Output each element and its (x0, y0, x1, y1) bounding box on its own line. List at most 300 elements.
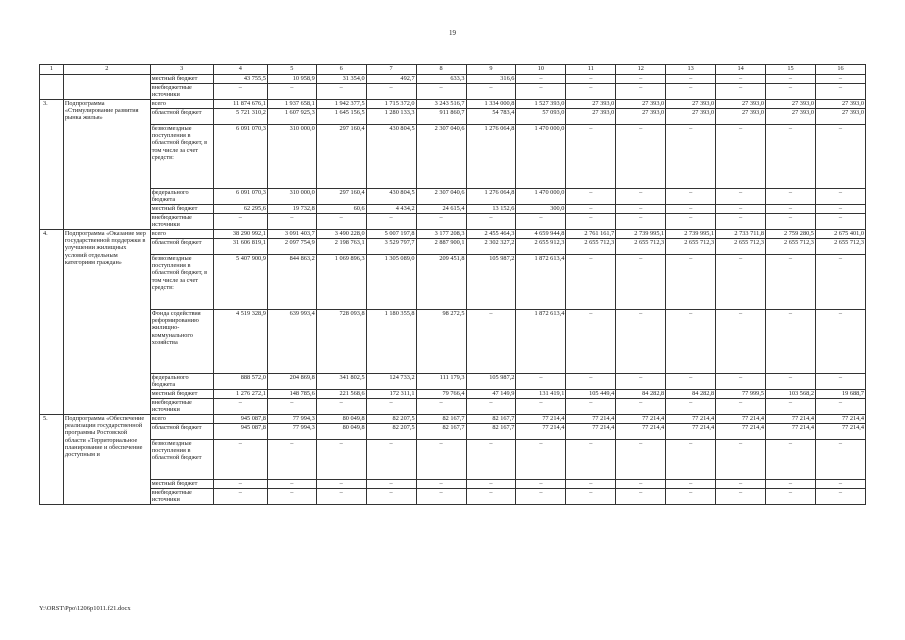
amount-cell: – (815, 84, 865, 100)
amount-cell: – (815, 75, 865, 84)
amount-cell: 31 354,0 (316, 75, 366, 84)
amount-cell: 1 069 896,3 (316, 255, 366, 310)
amount-cell: 31 606 819,1 (213, 239, 267, 255)
amount-cell: 3 177 208,3 (416, 230, 466, 239)
amount-cell: 1 645 156,5 (316, 109, 366, 125)
column-number-cell: 7 (366, 65, 416, 75)
column-number-cell: 8 (416, 65, 466, 75)
amount-cell: – (716, 75, 766, 84)
amount-cell: – (316, 480, 366, 489)
amount-cell: – (366, 84, 416, 100)
amount-cell: 105 987,2 (466, 374, 516, 390)
amount-cell: 3 091 403,7 (267, 230, 316, 239)
amount-cell: 27 393,0 (815, 109, 865, 125)
amount-cell: – (666, 255, 716, 310)
amount-cell: 2 733 711,8 (716, 230, 766, 239)
amount-cell: 82 207,5 (366, 424, 416, 440)
amount-cell: 1 527 393,0 (516, 100, 566, 109)
amount-cell: 172 311,1 (366, 390, 416, 399)
amount-cell: 1 715 372,0 (366, 100, 416, 109)
table-row (40, 189, 866, 205)
amount-cell: 221 568,6 (316, 390, 366, 399)
amount-cell: – (815, 214, 865, 230)
table-row (40, 125, 866, 189)
amount-cell: – (815, 310, 865, 374)
amount-cell: 4 434,2 (366, 205, 416, 214)
amount-cell: 316,6 (466, 75, 516, 84)
amount-cell: – (666, 399, 716, 415)
amount-cell: 54 783,4 (466, 109, 516, 125)
amount-cell: 84 282,8 (616, 390, 666, 399)
amount-cell: – (616, 374, 666, 390)
amount-cell: – (566, 75, 616, 84)
amount-cell: 430 804,5 (366, 125, 416, 189)
table-row (40, 100, 866, 109)
amount-cell: – (616, 310, 666, 374)
amount-cell: – (267, 480, 316, 489)
table-row (40, 424, 866, 440)
amount-cell: – (666, 440, 716, 480)
amount-cell: 77 214,4 (716, 415, 766, 424)
amount-cell: – (716, 214, 766, 230)
amount-cell: – (616, 480, 666, 489)
amount-cell: 82 167,7 (416, 424, 466, 440)
amount-cell: 2 761 161,7 (566, 230, 616, 239)
amount-cell: – (716, 480, 766, 489)
amount-cell: 27 393,0 (766, 109, 816, 125)
amount-cell: – (267, 489, 316, 505)
amount-cell: – (766, 310, 816, 374)
amount-cell: – (316, 440, 366, 480)
amount-cell: 3 490 228,0 (316, 230, 366, 239)
amount-cell: – (566, 489, 616, 505)
amount-cell: 27 393,0 (616, 100, 666, 109)
amount-cell: 341 802,5 (316, 374, 366, 390)
amount-cell: – (666, 374, 716, 390)
amount-cell: 310 000,0 (267, 125, 316, 189)
funding-source-cell: областной бюджет (150, 424, 213, 440)
amount-cell: 492,7 (366, 75, 416, 84)
funding-source-cell: всего (150, 230, 213, 239)
amount-cell: – (466, 84, 516, 100)
amount-cell: – (716, 125, 766, 189)
amount-cell: 57 093,0 (516, 109, 566, 125)
amount-cell: – (516, 374, 566, 390)
funding-source-cell: внебюджетные источники (150, 84, 213, 100)
funding-source-cell: областной бюджет (150, 109, 213, 125)
amount-cell: – (716, 489, 766, 505)
table-row (40, 230, 866, 239)
amount-cell: 80 049,8 (316, 415, 366, 424)
amount-cell: – (566, 189, 616, 205)
amount-cell: 2 675 401,0 (815, 230, 865, 239)
amount-cell: 728 093,8 (316, 310, 366, 374)
amount-cell: – (466, 440, 516, 480)
amount-cell: 911 860,7 (416, 109, 466, 125)
amount-cell: 1 470 000,0 (516, 189, 566, 205)
amount-cell: 38 290 992,1 (213, 230, 267, 239)
amount-cell: – (716, 84, 766, 100)
amount-cell: 2 198 763,1 (316, 239, 366, 255)
amount-cell: 2 655 712,3 (766, 239, 816, 255)
table-row (40, 84, 866, 100)
amount-cell: – (566, 125, 616, 189)
amount-cell: 103 568,2 (766, 390, 816, 399)
amount-cell: – (267, 440, 316, 480)
table-row (40, 415, 866, 424)
amount-cell: – (566, 205, 616, 214)
row-number-cell (40, 75, 64, 100)
amount-cell: 47 149,9 (466, 390, 516, 399)
amount-cell: – (616, 440, 666, 480)
amount-cell: 77 214,4 (666, 415, 716, 424)
amount-cell: 2 887 900,1 (416, 239, 466, 255)
amount-cell: – (766, 205, 816, 214)
row-number-cell: 4. (40, 230, 64, 415)
table-row (40, 440, 866, 480)
amount-cell: – (267, 399, 316, 415)
column-number-cell: 9 (466, 65, 516, 75)
subprogram-name-cell: Подпрограмма «Оказание мер государственной поддержки в улучшении жилищных условий отдельным категориям граждан» (63, 230, 150, 415)
amount-cell: 1 276 064,8 (466, 189, 516, 205)
amount-cell: – (666, 125, 716, 189)
amount-cell: 82 167,7 (466, 424, 516, 440)
amount-cell: 77 214,4 (716, 424, 766, 440)
table-row (40, 310, 866, 374)
amount-cell: – (815, 189, 865, 205)
amount-cell: – (267, 214, 316, 230)
amount-cell: – (616, 399, 666, 415)
amount-cell: – (766, 75, 816, 84)
table-row (40, 489, 866, 505)
amount-cell: 84 282,8 (666, 390, 716, 399)
amount-cell: – (366, 399, 416, 415)
amount-cell: 27 393,0 (815, 100, 865, 109)
amount-cell: – (766, 480, 816, 489)
amount-cell: – (716, 310, 766, 374)
amount-cell: – (616, 189, 666, 205)
amount-cell: 43 755,5 (213, 75, 267, 84)
table-row (40, 255, 866, 310)
amount-cell: – (616, 75, 666, 84)
column-number-cell: 12 (616, 65, 666, 75)
amount-cell: – (516, 75, 566, 84)
funding-source-cell: безвозмездные поступления в областной бюджет, в том числе за счет средств: (150, 255, 213, 310)
amount-cell: – (666, 75, 716, 84)
amount-cell: – (766, 374, 816, 390)
amount-cell: – (716, 374, 766, 390)
amount-cell: 6 091 070,3 (213, 125, 267, 189)
column-number-cell: 10 (516, 65, 566, 75)
amount-cell: 1 280 133,3 (366, 109, 416, 125)
amount-cell: – (516, 214, 566, 230)
column-number-cell: 5 (267, 65, 316, 75)
amount-cell: 77 214,4 (815, 424, 865, 440)
funding-source-cell: областной бюджет (150, 239, 213, 255)
amount-cell: 27 393,0 (666, 100, 716, 109)
amount-cell: – (815, 374, 865, 390)
amount-cell: 19 732,8 (267, 205, 316, 214)
amount-cell: – (815, 489, 865, 505)
amount-cell: 27 393,0 (716, 109, 766, 125)
amount-cell: 4 659 944,8 (516, 230, 566, 239)
amount-cell: – (366, 214, 416, 230)
amount-cell: – (213, 440, 267, 480)
funding-source-cell: внебюджетные источники (150, 214, 213, 230)
table-row (40, 239, 866, 255)
page-number: 19 (449, 29, 456, 37)
amount-cell: 297 160,4 (316, 125, 366, 189)
amount-cell: 13 152,6 (466, 205, 516, 214)
amount-cell: – (716, 205, 766, 214)
amount-cell: 2 655 712,3 (815, 239, 865, 255)
amount-cell: 105 987,2 (466, 255, 516, 310)
amount-cell: – (366, 489, 416, 505)
column-number-cell: 14 (716, 65, 766, 75)
amount-cell: 1 276 064,8 (466, 125, 516, 189)
funding-source-cell: всего (150, 415, 213, 424)
amount-cell: – (466, 214, 516, 230)
amount-cell: 27 393,0 (566, 109, 616, 125)
amount-cell: 2 655 712,3 (666, 239, 716, 255)
amount-cell: 844 863,2 (267, 255, 316, 310)
amount-cell: – (766, 84, 816, 100)
amount-cell: 1 937 658,1 (267, 100, 316, 109)
amount-cell: – (666, 84, 716, 100)
amount-cell: – (666, 189, 716, 205)
row-number-cell: 5. (40, 415, 64, 505)
subprogram-name-cell: Подпрограмма «Стимулирование развития рынка жилья» (63, 100, 150, 230)
amount-cell: 2 307 040,6 (416, 125, 466, 189)
amount-cell: 77 214,4 (516, 424, 566, 440)
funding-source-cell: Фонда содействия реформированию жилищно-коммунального хозяйства (150, 310, 213, 374)
amount-cell: – (815, 255, 865, 310)
amount-cell: – (666, 489, 716, 505)
subprogram-name-cell (63, 75, 150, 100)
amount-cell: 19 688,7 (815, 390, 865, 399)
amount-cell: 77 214,4 (566, 424, 616, 440)
amount-cell: – (666, 205, 716, 214)
amount-cell: – (815, 125, 865, 189)
amount-cell: – (815, 205, 865, 214)
amount-cell: 1 470 000,0 (516, 125, 566, 189)
amount-cell: – (716, 399, 766, 415)
amount-cell: 297 160,4 (316, 189, 366, 205)
amount-cell: 27 393,0 (566, 100, 616, 109)
amount-cell: 98 272,5 (416, 310, 466, 374)
amount-cell: – (466, 310, 516, 374)
column-number-cell: 4 (213, 65, 267, 75)
amount-cell: 105 449,4 (566, 390, 616, 399)
funding-source-cell: местный бюджет (150, 205, 213, 214)
amount-cell: 1 276 272,1 (213, 390, 267, 399)
amount-cell: 11 874 676,1 (213, 100, 267, 109)
funding-source-cell: всего (150, 100, 213, 109)
amount-cell: 131 419,1 (516, 390, 566, 399)
amount-cell: – (766, 489, 816, 505)
amount-cell: 1 607 925,3 (267, 109, 316, 125)
amount-cell: – (616, 205, 666, 214)
subprogram-name-cell: Подпрограмма «Обеспечение реализации государственной программы Ростовской области «Территориальное планирование и обеспечение доступным и (63, 415, 150, 505)
table-row (40, 205, 866, 214)
funding-source-cell: безвозмездные поступления в областной бюджет, в том числе за счет средств: (150, 125, 213, 189)
amount-cell: – (566, 214, 616, 230)
amount-cell: 77 214,4 (616, 415, 666, 424)
amount-cell: 2 655 712,3 (566, 239, 616, 255)
amount-cell: 2 739 995,1 (666, 230, 716, 239)
amount-cell: 27 393,0 (766, 100, 816, 109)
amount-cell: 310 000,0 (267, 189, 316, 205)
amount-cell: – (716, 189, 766, 205)
amount-cell: 209 451,8 (416, 255, 466, 310)
column-number-cell: 1 (40, 65, 64, 75)
amount-cell: 1 872 613,4 (516, 255, 566, 310)
amount-cell: – (466, 399, 516, 415)
amount-cell: – (267, 84, 316, 100)
funding-source-cell: местный бюджет (150, 480, 213, 489)
funding-source-cell: безвозмездные поступления в областной бюджет (150, 440, 213, 480)
amount-cell: – (516, 489, 566, 505)
amount-cell: – (416, 489, 466, 505)
amount-cell: – (616, 125, 666, 189)
funding-source-cell: местный бюджет (150, 75, 213, 84)
amount-cell: – (815, 440, 865, 480)
amount-cell: – (666, 214, 716, 230)
amount-cell: 2 307 040,6 (416, 189, 466, 205)
amount-cell: 77 214,4 (666, 424, 716, 440)
amount-cell: 1 334 000,8 (466, 100, 516, 109)
amount-cell: 2 655 712,3 (616, 239, 666, 255)
amount-cell: – (766, 214, 816, 230)
amount-cell: 5 407 900,9 (213, 255, 267, 310)
table-row (40, 109, 866, 125)
amount-cell: 27 393,0 (616, 109, 666, 125)
column-number-cell: 16 (815, 65, 865, 75)
amount-cell: 24 615,4 (416, 205, 466, 214)
funding-source-cell: внебюджетные источники (150, 399, 213, 415)
amount-cell: 77 994,3 (267, 415, 316, 424)
table-row (40, 374, 866, 390)
amount-cell: – (416, 214, 466, 230)
amount-cell: 62 295,6 (213, 205, 267, 214)
amount-cell: – (766, 399, 816, 415)
amount-cell: 1 872 613,4 (516, 310, 566, 374)
amount-cell: 2 655 712,3 (716, 239, 766, 255)
amount-cell: 945 087,8 (213, 415, 267, 424)
row-number-cell: 3. (40, 100, 64, 230)
column-number-row (40, 65, 866, 75)
amount-cell: 79 766,4 (416, 390, 466, 399)
amount-cell: – (566, 84, 616, 100)
amount-cell: 77 999,5 (716, 390, 766, 399)
amount-cell: – (616, 255, 666, 310)
amount-cell: – (213, 480, 267, 489)
amount-cell: 639 993,4 (267, 310, 316, 374)
column-number-cell: 11 (566, 65, 616, 75)
amount-cell: 5 007 197,8 (366, 230, 416, 239)
amount-cell: – (716, 440, 766, 480)
amount-cell: – (566, 440, 616, 480)
funding-source-cell: федерального бюджета (150, 374, 213, 390)
table-row (40, 390, 866, 399)
column-number-cell: 2 (63, 65, 150, 75)
amount-cell: 77 214,4 (815, 415, 865, 424)
amount-cell: – (316, 84, 366, 100)
amount-cell: 945 087,8 (213, 424, 267, 440)
amount-cell: 6 091 070,3 (213, 189, 267, 205)
amount-cell: – (213, 214, 267, 230)
amount-cell: 2 302 327,2 (466, 239, 516, 255)
funding-source-cell: внебюджетные источники (150, 489, 213, 505)
amount-cell: – (666, 480, 716, 489)
amount-cell: – (766, 440, 816, 480)
amount-cell: – (516, 399, 566, 415)
budget-table (39, 64, 866, 505)
amount-cell: – (815, 480, 865, 489)
amount-cell: – (516, 480, 566, 489)
amount-cell: – (766, 189, 816, 205)
amount-cell: 82 167,7 (416, 415, 466, 424)
amount-cell: 888 572,0 (213, 374, 267, 390)
amount-cell: – (766, 125, 816, 189)
amount-cell: – (716, 255, 766, 310)
amount-cell: – (366, 480, 416, 489)
amount-cell: 5 721 310,2 (213, 109, 267, 125)
amount-cell: 430 804,5 (366, 189, 416, 205)
amount-cell: 3 243 516,7 (416, 100, 466, 109)
amount-cell: 27 393,0 (716, 100, 766, 109)
amount-cell: – (815, 399, 865, 415)
amount-cell: 10 958,9 (267, 75, 316, 84)
amount-cell: 148 785,6 (267, 390, 316, 399)
table-row (40, 399, 866, 415)
amount-cell: 77 214,4 (766, 415, 816, 424)
amount-cell: 1 942 377,5 (316, 100, 366, 109)
table-row (40, 214, 866, 230)
amount-cell: 300,0 (516, 205, 566, 214)
amount-cell: – (416, 440, 466, 480)
amount-cell: 3 529 797,7 (366, 239, 416, 255)
amount-cell: – (666, 310, 716, 374)
amount-cell: 633,3 (416, 75, 466, 84)
amount-cell: 2 455 464,3 (466, 230, 516, 239)
amount-cell: 1 305 089,0 (366, 255, 416, 310)
amount-cell: 204 869,8 (267, 374, 316, 390)
amount-cell: – (416, 399, 466, 415)
amount-cell: 27 393,0 (666, 109, 716, 125)
amount-cell: – (566, 255, 616, 310)
amount-cell: – (516, 84, 566, 100)
amount-cell: 1 180 355,8 (366, 310, 416, 374)
funding-source-cell: местный бюджет (150, 390, 213, 399)
amount-cell: 2 655 912,3 (516, 239, 566, 255)
amount-cell: 77 214,4 (616, 424, 666, 440)
amount-cell: – (213, 84, 267, 100)
column-number-cell: 3 (150, 65, 213, 75)
amount-cell: – (466, 489, 516, 505)
amount-cell: 4 519 328,9 (213, 310, 267, 374)
table-row (40, 480, 866, 489)
amount-cell: – (416, 480, 466, 489)
amount-cell: – (366, 440, 416, 480)
amount-cell: 77 214,4 (516, 415, 566, 424)
amount-cell: 124 733,2 (366, 374, 416, 390)
amount-cell: – (566, 480, 616, 489)
amount-cell: 82 167,7 (466, 415, 516, 424)
amount-cell: – (616, 84, 666, 100)
amount-cell: 77 214,4 (566, 415, 616, 424)
amount-cell: 77 214,4 (766, 424, 816, 440)
